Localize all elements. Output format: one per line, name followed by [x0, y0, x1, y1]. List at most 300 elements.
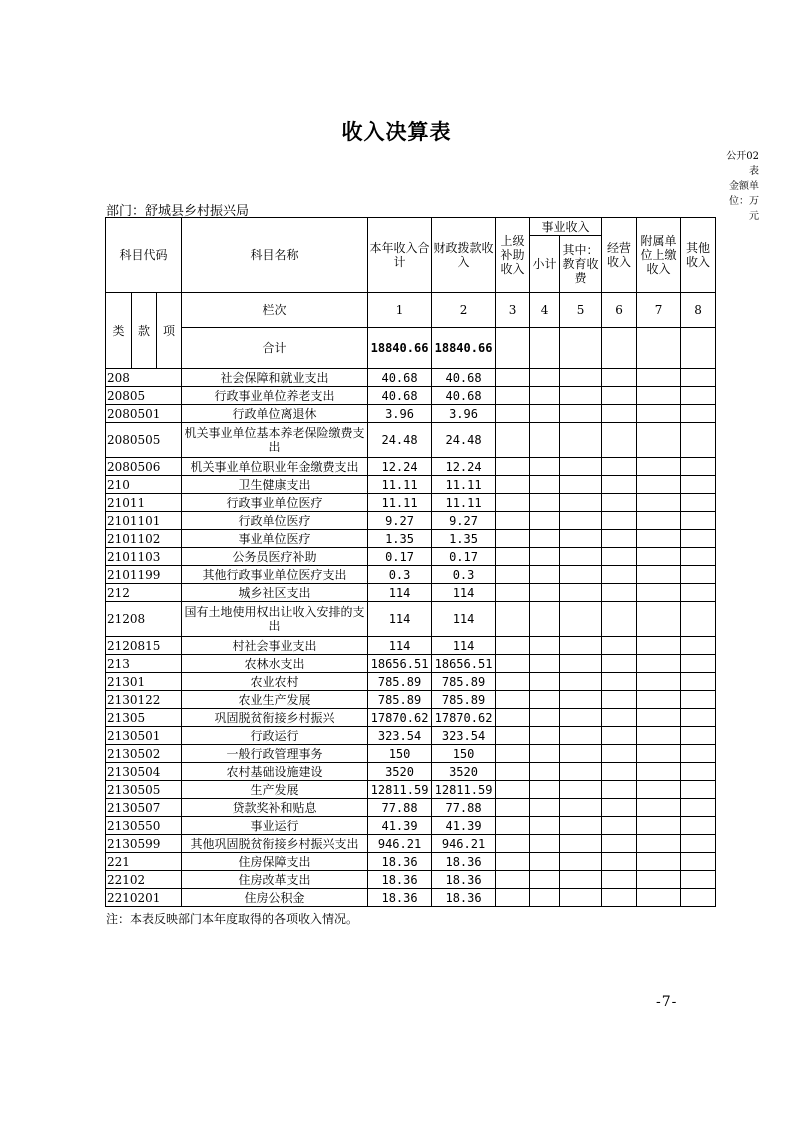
empty-cell — [560, 530, 602, 548]
subject-name-cell: 事业单位医疗 — [182, 530, 368, 548]
fiscal-allocation-cell: 0.17 — [432, 548, 496, 566]
fiscal-allocation-cell: 785.89 — [432, 673, 496, 691]
unit-note-line: 公开02 — [726, 151, 759, 162]
fiscal-allocation-cell: 150 — [432, 745, 496, 763]
total-income-cell: 946.21 — [368, 835, 432, 853]
empty-cell — [637, 853, 681, 871]
total-income-cell: 11.11 — [368, 494, 432, 512]
unit-note-line: 位：万 — [729, 196, 759, 207]
table-row — [106, 853, 716, 871]
table-row — [106, 763, 716, 781]
empty-cell — [681, 369, 716, 387]
table-row — [106, 476, 716, 494]
empty-cell — [496, 745, 530, 763]
empty-cell — [560, 691, 602, 709]
empty-cell — [681, 566, 716, 584]
subject-code-cell: 2101102 — [106, 530, 182, 548]
empty-cell — [496, 889, 530, 907]
fiscal-allocation-cell: 12811.59 — [432, 781, 496, 799]
subject-code-cell: 2130502 — [106, 745, 182, 763]
empty-cell — [602, 835, 637, 853]
fiscal-allocation-cell: 3.96 — [432, 405, 496, 423]
empty-cell — [560, 781, 602, 799]
subject-name-cell: 机关事业单位基本养老保险缴费支出 — [182, 423, 368, 458]
empty-cell — [637, 781, 681, 799]
subject-code-cell: 21305 — [106, 709, 182, 727]
fiscal-allocation-cell: 18.36 — [432, 871, 496, 889]
fiscal-allocation-cell: 1.35 — [432, 530, 496, 548]
empty-cell — [530, 691, 560, 709]
empty-cell — [560, 871, 602, 889]
empty-cell — [602, 727, 637, 745]
empty-cell — [637, 405, 681, 423]
empty-cell — [602, 328, 637, 369]
table-row — [106, 709, 716, 727]
empty-cell — [560, 328, 602, 369]
empty-cell — [637, 655, 681, 673]
subject-code-cell: 22102 — [106, 871, 182, 889]
subject-name-cell: 行政事业单位养老支出 — [182, 387, 368, 405]
subject-code-cell: 2210201 — [106, 889, 182, 907]
department-label: 部门：舒城县乡村振兴局 — [106, 204, 250, 219]
empty-cell — [530, 709, 560, 727]
table-row — [106, 673, 716, 691]
empty-cell — [496, 423, 530, 458]
subject-name-cell: 住房保障支出 — [182, 853, 368, 871]
fiscal-allocation-cell: 785.89 — [432, 691, 496, 709]
empty-cell — [530, 387, 560, 405]
subject-code-cell: 221 — [106, 853, 182, 871]
table-row — [106, 799, 716, 817]
empty-cell — [560, 584, 602, 602]
total-income-cell: 12811.59 — [368, 781, 432, 799]
subject-code-cell: 210 — [106, 476, 182, 494]
empty-cell — [637, 476, 681, 494]
page-title: 收入决算表 — [341, 119, 452, 144]
table-row — [106, 637, 716, 655]
empty-cell — [560, 566, 602, 584]
empty-cell — [530, 727, 560, 745]
table-row — [106, 530, 716, 548]
fiscal-allocation-cell: 18656.51 — [432, 655, 496, 673]
empty-cell — [602, 512, 637, 530]
column-number: 1 — [368, 293, 432, 328]
header-fiscal-allocation: 财政拨款收入 — [432, 218, 496, 293]
empty-cell — [530, 530, 560, 548]
empty-cell — [681, 889, 716, 907]
empty-cell — [681, 530, 716, 548]
empty-cell — [560, 835, 602, 853]
empty-cell — [496, 817, 530, 835]
column-number: 2 — [432, 293, 496, 328]
table-row — [106, 369, 716, 387]
empty-cell — [637, 817, 681, 835]
table-row — [106, 727, 716, 745]
total-income-cell: 40.68 — [368, 387, 432, 405]
empty-cell — [681, 763, 716, 781]
table-row — [106, 691, 716, 709]
sum-total-income: 18840.66 — [368, 328, 432, 369]
empty-cell — [496, 494, 530, 512]
empty-cell — [496, 387, 530, 405]
empty-cell — [496, 763, 530, 781]
subject-code-cell: 2130501 — [106, 727, 182, 745]
empty-cell — [496, 691, 530, 709]
empty-cell — [681, 512, 716, 530]
empty-cell — [530, 476, 560, 494]
empty-cell — [560, 458, 602, 476]
empty-cell — [681, 584, 716, 602]
empty-cell — [560, 673, 602, 691]
subject-code-cell: 2130505 — [106, 781, 182, 799]
empty-cell — [602, 799, 637, 817]
total-income-cell: 3520 — [368, 763, 432, 781]
empty-cell — [530, 871, 560, 889]
fiscal-allocation-cell: 40.68 — [432, 369, 496, 387]
empty-cell — [602, 745, 637, 763]
subject-name-cell: 贷款奖补和贴息 — [182, 799, 368, 817]
total-income-cell: 785.89 — [368, 691, 432, 709]
empty-cell — [530, 602, 560, 637]
fiscal-allocation-cell: 18.36 — [432, 889, 496, 907]
total-income-cell: 9.27 — [368, 512, 432, 530]
empty-cell — [681, 423, 716, 458]
empty-cell — [602, 369, 637, 387]
empty-cell — [681, 835, 716, 853]
empty-cell — [496, 512, 530, 530]
subject-name-cell: 生产发展 — [182, 781, 368, 799]
empty-cell — [530, 458, 560, 476]
total-income-cell: 114 — [368, 584, 432, 602]
total-income-cell: 41.39 — [368, 817, 432, 835]
total-income-cell: 40.68 — [368, 369, 432, 387]
empty-cell — [496, 673, 530, 691]
empty-cell — [530, 405, 560, 423]
empty-cell — [530, 745, 560, 763]
empty-cell — [496, 602, 530, 637]
empty-cell — [681, 655, 716, 673]
subject-name-cell: 农村基础设施建设 — [182, 763, 368, 781]
subject-code-cell: 2130507 — [106, 799, 182, 817]
empty-cell — [602, 763, 637, 781]
table-row — [106, 835, 716, 853]
subject-code-cell: 2130599 — [106, 835, 182, 853]
total-income-cell: 0.17 — [368, 548, 432, 566]
empty-cell — [530, 835, 560, 853]
total-income-cell: 77.88 — [368, 799, 432, 817]
empty-cell — [560, 763, 602, 781]
empty-cell — [637, 691, 681, 709]
subject-code-cell: 20805 — [106, 387, 182, 405]
empty-cell — [530, 328, 560, 369]
empty-cell — [496, 853, 530, 871]
empty-cell — [681, 458, 716, 476]
fiscal-allocation-cell: 114 — [432, 602, 496, 637]
empty-cell — [681, 548, 716, 566]
fiscal-allocation-cell: 17870.62 — [432, 709, 496, 727]
subject-name-cell: 行政单位离退休 — [182, 405, 368, 423]
fiscal-allocation-cell: 41.39 — [432, 817, 496, 835]
empty-cell — [681, 405, 716, 423]
empty-cell — [602, 584, 637, 602]
subject-code-cell: 2101101 — [106, 512, 182, 530]
fiscal-allocation-cell: 0.3 — [432, 566, 496, 584]
fiscal-allocation-cell: 18.36 — [432, 853, 496, 871]
header-item: 项 — [157, 293, 182, 369]
total-income-cell: 17870.62 — [368, 709, 432, 727]
subject-name-cell: 农业农村 — [182, 673, 368, 691]
empty-cell — [637, 584, 681, 602]
subject-name-cell: 行政单位医疗 — [182, 512, 368, 530]
empty-cell — [681, 673, 716, 691]
total-income-cell: 11.11 — [368, 476, 432, 494]
fiscal-allocation-cell: 114 — [432, 584, 496, 602]
total-income-cell: 18.36 — [368, 853, 432, 871]
subject-name-cell: 住房公积金 — [182, 889, 368, 907]
subject-name-cell: 城乡社区支出 — [182, 584, 368, 602]
subject-code-cell: 2080506 — [106, 458, 182, 476]
empty-cell — [496, 799, 530, 817]
empty-cell — [496, 871, 530, 889]
subject-name-cell: 卫生健康支出 — [182, 476, 368, 494]
empty-cell — [602, 709, 637, 727]
total-income-cell: 114 — [368, 602, 432, 637]
empty-cell — [681, 328, 716, 369]
empty-cell — [530, 799, 560, 817]
page-number: -7- — [656, 994, 678, 1010]
subject-name-cell: 公务员医疗补助 — [182, 548, 368, 566]
subject-code-cell: 2130122 — [106, 691, 182, 709]
fiscal-allocation-cell: 114 — [432, 637, 496, 655]
table-row — [106, 548, 716, 566]
empty-cell — [530, 889, 560, 907]
empty-cell — [560, 799, 602, 817]
subject-code-cell: 2130504 — [106, 763, 182, 781]
empty-cell — [681, 799, 716, 817]
unit-note-line: 金额单 — [729, 181, 759, 192]
table-row — [106, 655, 716, 673]
table-row — [106, 871, 716, 889]
table-footnote: 注：本表反映部门本年度取得的各项收入情况。 — [106, 912, 359, 926]
column-number: 3 — [496, 293, 530, 328]
empty-cell — [681, 637, 716, 655]
subject-code-cell: 21208 — [106, 602, 182, 637]
column-number: 4 — [530, 293, 560, 328]
empty-cell — [560, 476, 602, 494]
empty-cell — [530, 763, 560, 781]
header-operating-income: 经营收入 — [602, 218, 637, 293]
table-row — [106, 566, 716, 584]
empty-cell — [530, 566, 560, 584]
income-table — [105, 217, 716, 907]
subject-code-cell: 213 — [106, 655, 182, 673]
header-subtotal: 小计 — [530, 236, 560, 293]
empty-cell — [530, 655, 560, 673]
empty-cell — [530, 423, 560, 458]
total-income-cell: 785.89 — [368, 673, 432, 691]
empty-cell — [681, 781, 716, 799]
table-row — [106, 405, 716, 423]
subject-name-cell: 巩固脱贫衔接乡村振兴 — [182, 709, 368, 727]
subject-code-cell: 2101199 — [106, 566, 182, 584]
empty-cell — [602, 387, 637, 405]
empty-cell — [560, 548, 602, 566]
subject-code-cell: 2080501 — [106, 405, 182, 423]
empty-cell — [530, 548, 560, 566]
subject-name-cell: 村社会事业支出 — [182, 637, 368, 655]
empty-cell — [602, 691, 637, 709]
total-income-cell: 114 — [368, 637, 432, 655]
subject-code-cell: 2101103 — [106, 548, 182, 566]
subject-name-cell: 农业生产发展 — [182, 691, 368, 709]
empty-cell — [602, 853, 637, 871]
subject-name-cell: 事业运行 — [182, 817, 368, 835]
subject-name-cell: 住房改革支出 — [182, 871, 368, 889]
empty-cell — [681, 871, 716, 889]
header-subject-code: 科目代码 — [106, 218, 182, 293]
empty-cell — [602, 781, 637, 799]
empty-cell — [637, 369, 681, 387]
empty-cell — [681, 476, 716, 494]
subject-name-cell: 行政事业单位医疗 — [182, 494, 368, 512]
empty-cell — [637, 328, 681, 369]
empty-cell — [560, 727, 602, 745]
empty-cell — [602, 494, 637, 512]
empty-cell — [496, 655, 530, 673]
empty-cell — [637, 709, 681, 727]
total-income-cell: 12.24 — [368, 458, 432, 476]
empty-cell — [681, 387, 716, 405]
empty-cell — [637, 673, 681, 691]
empty-cell — [560, 853, 602, 871]
empty-cell — [496, 476, 530, 494]
header-total-income: 本年收入合计 — [368, 218, 432, 293]
empty-cell — [681, 494, 716, 512]
subject-code-cell: 21011 — [106, 494, 182, 512]
empty-cell — [681, 602, 716, 637]
table-row — [106, 817, 716, 835]
subject-name-cell: 行政运行 — [182, 727, 368, 745]
unit-note-line: 表 — [749, 166, 759, 177]
table-row — [106, 512, 716, 530]
subject-name-cell: 一般行政管理事务 — [182, 745, 368, 763]
column-number: 5 — [560, 293, 602, 328]
total-income-cell: 24.48 — [368, 423, 432, 458]
table-row — [106, 387, 716, 405]
fiscal-allocation-cell: 323.54 — [432, 727, 496, 745]
subject-name-cell: 国有土地使用权出让收入安排的支出 — [182, 602, 368, 637]
total-income-cell: 323.54 — [368, 727, 432, 745]
empty-cell — [560, 387, 602, 405]
empty-cell — [637, 799, 681, 817]
empty-cell — [530, 853, 560, 871]
header-superior-subsidy: 上级补助收入 — [496, 218, 530, 293]
subject-code-cell: 2130550 — [106, 817, 182, 835]
subject-name-cell: 其他行政事业单位医疗支出 — [182, 566, 368, 584]
empty-cell — [602, 871, 637, 889]
total-income-cell: 18.36 — [368, 889, 432, 907]
empty-cell — [496, 369, 530, 387]
empty-cell — [560, 512, 602, 530]
empty-cell — [602, 637, 637, 655]
empty-cell — [602, 548, 637, 566]
table-row — [106, 458, 716, 476]
empty-cell — [637, 763, 681, 781]
fiscal-allocation-cell: 24.48 — [432, 423, 496, 458]
empty-cell — [560, 369, 602, 387]
empty-cell — [530, 584, 560, 602]
header-business-income: 事业收入 — [530, 218, 602, 236]
empty-cell — [637, 423, 681, 458]
total-income-cell: 1.35 — [368, 530, 432, 548]
empty-cell — [560, 745, 602, 763]
empty-cell — [496, 709, 530, 727]
table-row — [106, 423, 716, 458]
header-other-income: 其他收入 — [681, 218, 716, 293]
empty-cell — [530, 637, 560, 655]
unit-note — [717, 149, 759, 224]
empty-cell — [637, 530, 681, 548]
subject-name-cell: 其他巩固脱贫衔接乡村振兴支出 — [182, 835, 368, 853]
subject-code-cell: 2120815 — [106, 637, 182, 655]
subject-code-cell: 2080505 — [106, 423, 182, 458]
subject-name-cell: 社会保障和就业支出 — [182, 369, 368, 387]
empty-cell — [602, 673, 637, 691]
empty-cell — [637, 745, 681, 763]
empty-cell — [560, 709, 602, 727]
empty-cell — [602, 602, 637, 637]
empty-cell — [637, 548, 681, 566]
fiscal-allocation-cell: 11.11 — [432, 476, 496, 494]
column-number: 7 — [637, 293, 681, 328]
fiscal-allocation-cell: 77.88 — [432, 799, 496, 817]
subject-code-cell: 21301 — [106, 673, 182, 691]
empty-cell — [496, 530, 530, 548]
empty-cell — [637, 387, 681, 405]
empty-cell — [496, 835, 530, 853]
table-row — [106, 781, 716, 799]
fiscal-allocation-cell: 9.27 — [432, 512, 496, 530]
empty-cell — [496, 781, 530, 799]
empty-cell — [681, 691, 716, 709]
fiscal-allocation-cell: 3520 — [432, 763, 496, 781]
empty-cell — [637, 566, 681, 584]
empty-cell — [560, 655, 602, 673]
empty-cell — [681, 727, 716, 745]
table-row — [106, 745, 716, 763]
empty-cell — [681, 709, 716, 727]
empty-cell — [681, 853, 716, 871]
header-affiliated-income: 附属单位上缴收入 — [637, 218, 681, 293]
empty-cell — [602, 530, 637, 548]
empty-cell — [637, 871, 681, 889]
table-row — [106, 584, 716, 602]
empty-cell — [602, 423, 637, 458]
column-number: 8 — [681, 293, 716, 328]
header-category: 类 — [106, 293, 132, 369]
empty-cell — [496, 328, 530, 369]
empty-cell — [560, 405, 602, 423]
empty-cell — [496, 405, 530, 423]
empty-cell — [602, 889, 637, 907]
empty-cell — [530, 369, 560, 387]
empty-cell — [496, 584, 530, 602]
empty-cell — [681, 745, 716, 763]
fiscal-allocation-cell: 40.68 — [432, 387, 496, 405]
sum-label: 合计 — [182, 328, 368, 369]
total-income-cell: 3.96 — [368, 405, 432, 423]
subject-code-cell: 208 — [106, 369, 182, 387]
